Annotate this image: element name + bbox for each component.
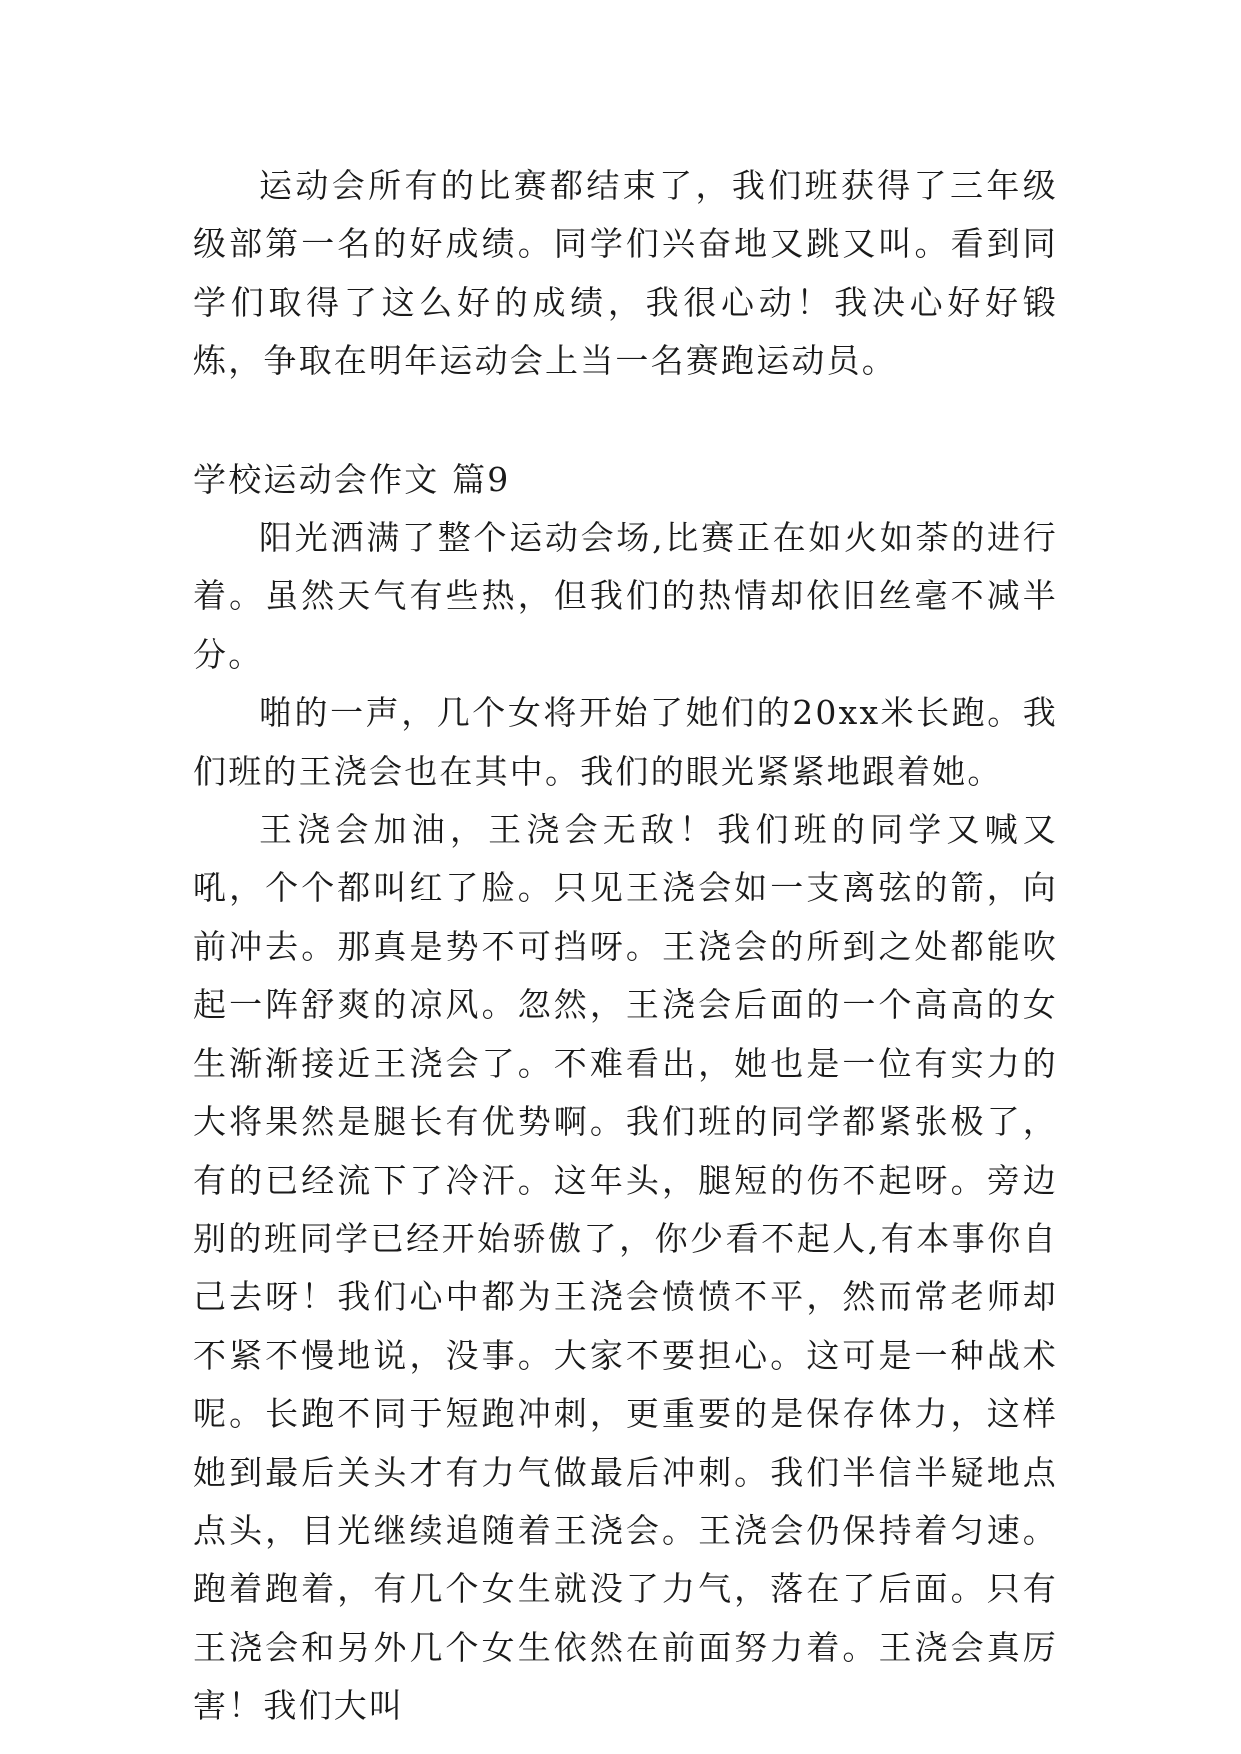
paragraph-2: 啪的一声，几个女将开始了她们的20xx米长跑。我们班的王浇会也在其中。我们的眼光紧紧地跟着她。 <box>193 693 1058 791</box>
section-8-closing-paragraph: 运动会所有的比赛都结束了，我们班获得了三年级级部第一名的好成绩。同学们兴奋地又跳又叫。看到同学们取得了这么好的成绩，我很心动！我决心好好锻炼，争取在明年运动会上当一名赛跑运动员。 <box>193 166 1058 381</box>
section-heading: 学校运动会作文 篇9 <box>193 459 511 499</box>
paragraph-3: 王浇会加油，王浇会无敌！我们班的同学又喊又吼，个个都叫红了脸。只见王浇会如一支离弦的箭，向前冲去。那真是势不可挡呀。王浇会的所到之处都能吹起一阵舒爽的凉风。忽然，王浇会后面的一个高高的女生渐渐接近王浇会了。不难看出，她也是一位有实力的大将果然是腿长有优势啊。我们班的同学都紧张极了，有的已经流下了冷汗。这年头，腿短的伤不起呀。旁边别的班同学已经开始骄傲了，你少看不起人,有本事你自己去呀！我们心中都为王浇会愤愤不平，然而常老师却不紧不慢地说，没事。大家不要担心。这可是一种战术呢。长跑不同于短跑冲刺，更重要的是保存体力，这样她到最后关头才有力气做最后冲刺。我们半信半疑地点点头，目光继续追随着王浇会。王浇会仍保持着匀速。跑着跑着，有几个女生就没了力气，落在了后面。只有王浇会和另外几个女生依然在前面努力着。王浇会真厉害！我们大叫 <box>193 810 1058 1726</box>
document-body <box>193 157 1058 1736</box>
paragraph-1: 阳光洒满了整个运动会场,比赛正在如火如荼的进行着。虽然天气有些热，但我们的热情却依旧丝毫不减半分。 <box>193 518 1058 674</box>
